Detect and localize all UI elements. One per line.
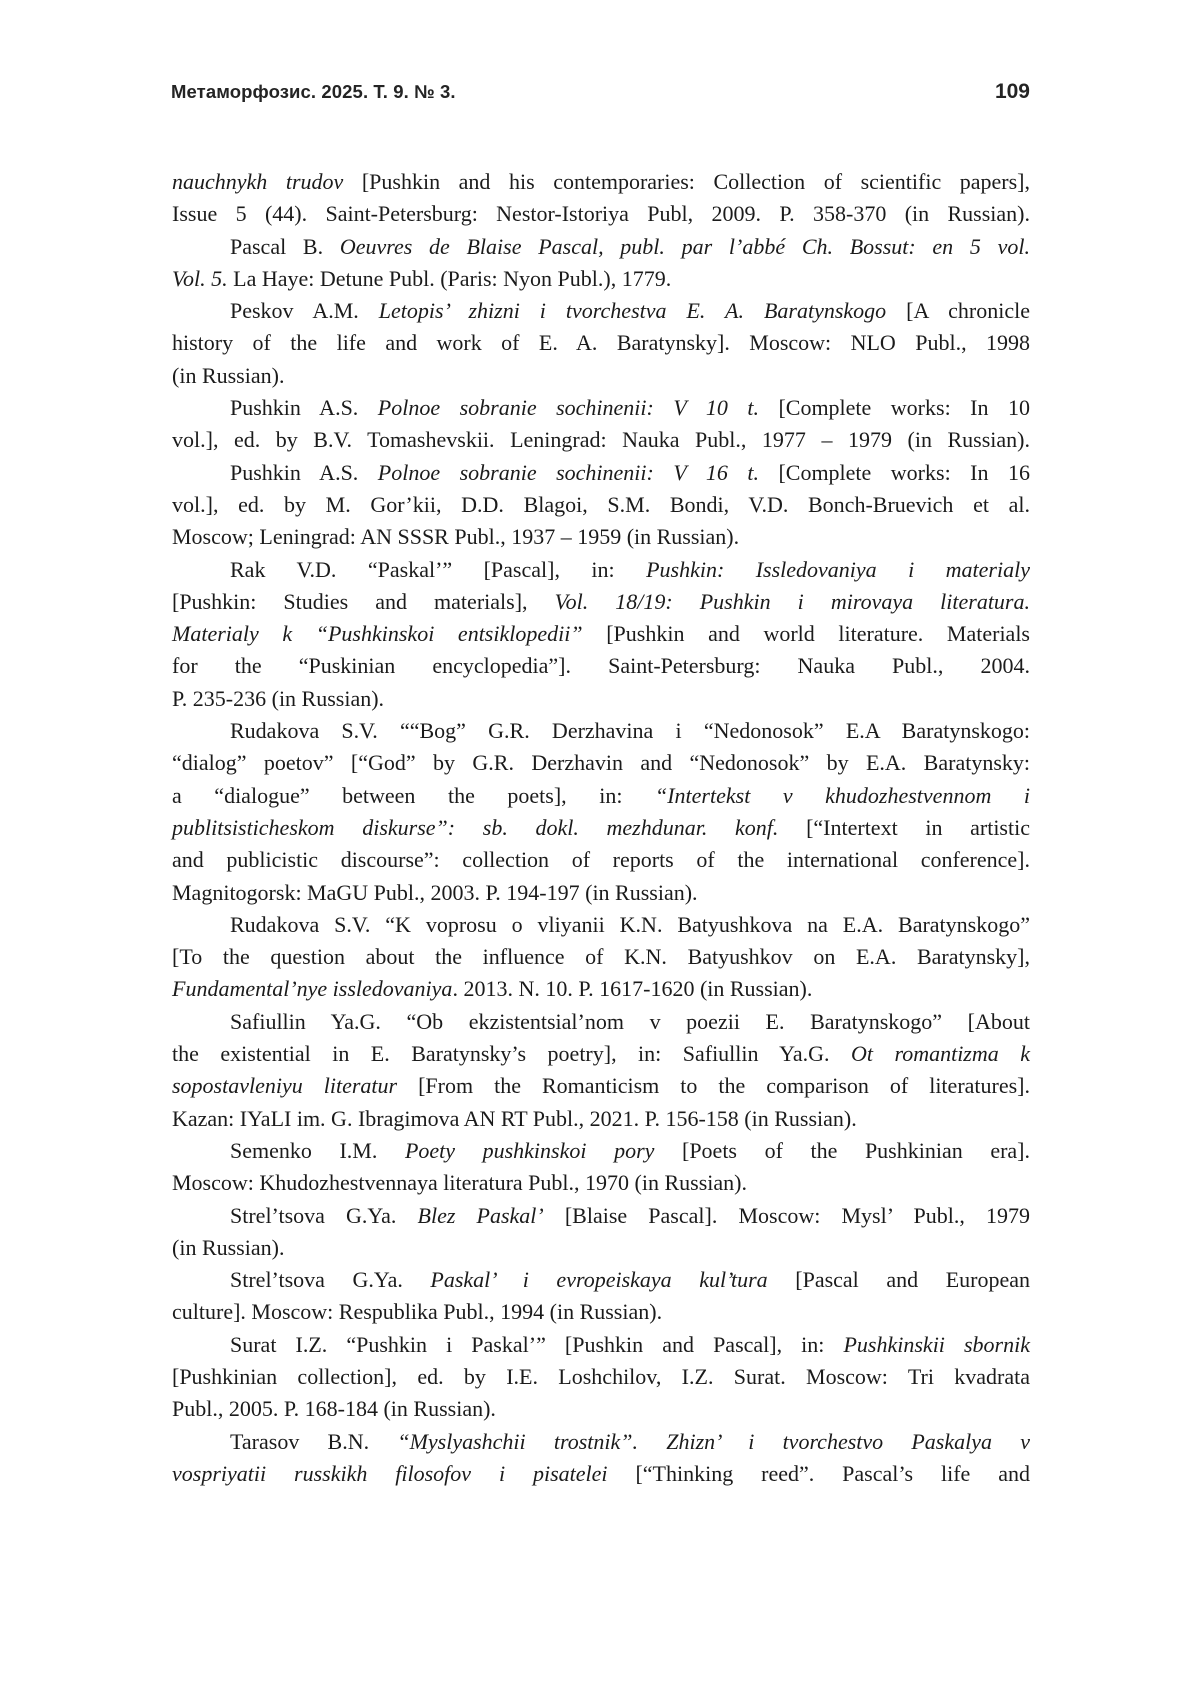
reference-text-run: and publicistic discourse”: collection of reports of the international conference]. [172, 847, 1030, 873]
reference-line [172, 231, 1030, 263]
reference-text-run: (in Russian). [172, 362, 285, 388]
reference-title-run: Pushkin: Issledovaniya i materialy [646, 556, 1030, 582]
reference-line [172, 683, 1030, 715]
reference-text-run: Moscow; Leningrad: AN SSSR Publ., 1937 – 1959 (in Russian). [172, 524, 740, 550]
reference-line [172, 844, 1030, 876]
reference-title-run: Vol. 18/19: Pushkin i mirovaya literatura. [554, 588, 1030, 614]
reference-text-run: [Pascal and European [767, 1267, 1030, 1293]
reference-title-run: nauchnykh trudov [172, 169, 344, 194]
reference-title-run: Materialy k “Pushkinskoi entsiklopedii” [172, 621, 583, 647]
reference-text-run: Moscow: Khudozhestvennaya literatura Publ., 1970 (in Russian). [172, 1170, 747, 1196]
reference-text-run: [Pushkin: Studies and materials], [172, 588, 555, 614]
reference-text-run: Rudakova S.V. “K voprosu o vliyanii K.N. Batyushkova na E.A. Baratynskogo” [230, 911, 1030, 937]
reference-entry [172, 392, 1030, 457]
reference-line [172, 1296, 1030, 1328]
reference-entry [172, 231, 1030, 296]
reference-text-run: Rudakova S.V. ““Bog” G.R. Derzhavina i “Nedonosok” E.A Baratynskogo: [230, 718, 1030, 744]
reference-title-run: “Intertekst v khudozhestvennom i [654, 782, 1030, 808]
reference-text-run: [Blaise Pascal]. Moscow: Mysl’ Publ., 1979 [543, 1202, 1030, 1228]
reference-text-run: [Pushkin and his contemporaries: Collection of scientific papers], [343, 169, 1031, 194]
reference-entry [172, 1329, 1030, 1426]
reference-title-run: Poety pushkinskoi pory [404, 1137, 655, 1163]
reference-line [172, 1038, 1030, 1070]
reference-text-run: a “dialogue” between the poets], in: [172, 782, 655, 808]
reference-line [172, 554, 1030, 586]
reference-entry [172, 1426, 1030, 1491]
reference-line [172, 1006, 1030, 1038]
reference-title-run: Polnoe sobranie sochinenii: V 10 t. [377, 395, 759, 421]
reference-line [172, 295, 1030, 327]
reference-text-run: [Complete works: In 16 [758, 459, 1030, 485]
reference-line [172, 263, 1030, 295]
reference-text-run: culture]. Moscow: Respublika Publ., 1994 (in Russian). [172, 1299, 663, 1325]
reference-line [172, 941, 1030, 973]
reference-entry [172, 166, 1030, 231]
reference-entry [172, 554, 1030, 715]
reference-text-run: Pascal B. [230, 233, 340, 259]
reference-text-run: vol.], ed. by B.V. Tomashevskii. Leningrad: Nauka Publ., 1977 – 1979 (in Russian). [172, 427, 1030, 453]
reference-text-run: Pushkin A.S. [230, 395, 378, 421]
reference-text-run: Strel’tsova G.Ya. [230, 1202, 418, 1228]
reference-text-run: “dialog” poetov” [“God” by G.R. Derzhavin and “Nedonosok” by E.A. Baratynsky: [172, 750, 1030, 776]
reference-text-run: [Complete works: In 10 [758, 395, 1030, 421]
reference-text-run: the existential in E. Baratynsky’s poetry], in: Safiullin Ya.G. [172, 1041, 851, 1067]
reference-title-run: Paskal’ i evropeiskaya kul’tura [430, 1267, 768, 1293]
reference-line [172, 1393, 1030, 1425]
reference-text-run: P. 235-236 (in Russian). [172, 685, 385, 711]
reference-text-run: [“Thinking reed”. Pascal’s life and [607, 1460, 1030, 1486]
reference-line [172, 392, 1030, 424]
reference-line [172, 424, 1030, 456]
reference-title-run: “Myslyashchii trostnik”. Zhizn’ i tvorchestvo Paskalya v [397, 1428, 1030, 1454]
journal-title: Метаморфозис. 2025. Т. 9. № 3. [171, 81, 456, 102]
reference-text-run: Magnitogorsk: MaGU Publ., 2003. P. 194-197 (in Russian). [172, 879, 698, 905]
reference-title-run: Fundamental’nye issledovaniya [172, 976, 453, 1002]
reference-text-run: Semenko I.M. [230, 1137, 405, 1163]
reference-entry [172, 1264, 1030, 1329]
reference-text-run: Kazan: IYaLI im. G. Ibragimova AN RT Publ., 2021. P. 156-158 (in Russian). [172, 1105, 857, 1131]
reference-entry [172, 1135, 1030, 1200]
reference-text-run: Pushkin A.S. [230, 459, 378, 485]
reference-title-run: Vol. 5. [172, 265, 228, 291]
reference-entry [172, 1006, 1030, 1135]
reference-text-run: [Poets of the Pushkinian era]. [654, 1137, 1031, 1163]
reference-text-run: vol.], ed. by M. Gor’kii, D.D. Blagoi, S.M. Bondi, V.D. Bonch-Bruevich et al. [172, 491, 1030, 517]
reference-line [172, 1232, 1030, 1264]
reference-title-run: Letopis’ zhizni i tvorchestva E. A. Baratynskogo [378, 298, 887, 324]
reference-text-run: [“Intertext in artistic [778, 814, 1030, 840]
reference-line [172, 521, 1030, 553]
reference-title-run: Ot romantizma k [850, 1041, 1030, 1067]
reference-line [172, 650, 1030, 682]
reference-text-run: Strel’tsova G.Ya. [230, 1267, 431, 1293]
reference-text-run: history of the life and work of E. A. Baratynsky]. Moscow: NLO Publ., 1998 [172, 330, 1030, 356]
reference-line [172, 909, 1030, 941]
references-list [172, 166, 1030, 1490]
reference-title-run: publitsisticheskom diskurse”: sb. dokl. mezhdunar. konf. [172, 814, 779, 840]
reference-entry [172, 457, 1030, 554]
reference-line [172, 1103, 1030, 1135]
reference-title-run: Blez Paskal’ [417, 1202, 544, 1228]
page-number: 109 [994, 80, 1030, 103]
reference-line [172, 198, 1030, 230]
reference-entry [172, 1200, 1030, 1265]
reference-line [172, 877, 1030, 909]
reference-line [172, 715, 1030, 747]
reference-line [172, 1264, 1030, 1296]
reference-line [172, 1361, 1030, 1393]
reference-title-run: Pushkinskii sbornik [843, 1331, 1030, 1357]
reference-text-run: Publ., 2005. P. 168-184 (in Russian). [172, 1396, 496, 1422]
reference-text-run: Surat I.Z. “Pushkin i Paskal’” [Pushkin and Pascal], in: [230, 1331, 844, 1357]
reference-line [172, 586, 1030, 618]
reference-line [172, 812, 1030, 844]
reference-entry [172, 295, 1030, 392]
reference-line [172, 1426, 1030, 1458]
reference-line [172, 747, 1030, 779]
reference-line [172, 1167, 1030, 1199]
reference-line [172, 1329, 1030, 1361]
reference-text-run: [Pushkin and world literature. Materials [582, 621, 1030, 647]
reference-title-run: vospriyatii russkikh filosofov i pisatelei [172, 1460, 608, 1486]
reference-text-run: (in Russian). [172, 1234, 285, 1260]
reference-title-run: sopostavleniyu literatur [172, 1073, 398, 1099]
reference-entry [172, 715, 1030, 909]
reference-line [172, 1458, 1030, 1490]
reference-text-run: [Pushkinian collection], ed. by I.E. Loshchilov, I.Z. Surat. Moscow: Tri kvadrata [172, 1363, 1030, 1389]
reference-line [172, 973, 1030, 1005]
reference-text-run: . 2013. N. 10. P. 1617-1620 (in Russian). [452, 976, 813, 1002]
reference-text-run: Peskov A.M. [230, 298, 379, 324]
reference-line [172, 1200, 1030, 1232]
reference-text-run: Tarasov B.N. [230, 1428, 398, 1454]
reference-text-run: Rak V.D. “Paskal’” [Pascal], in: [230, 556, 647, 582]
reference-text-run: Safiullin Ya.G. “Ob ekzistentsial’nom v poezii E. Baratynskogo” [About [230, 1008, 1030, 1034]
reference-line [172, 166, 1030, 198]
reference-text-run: La Haye: Detune Publ. (Paris: Nyon Publ.), 1779. [227, 265, 672, 291]
reference-entry [172, 909, 1030, 1006]
reference-line [172, 489, 1030, 521]
reference-line [172, 1070, 1030, 1102]
reference-line [172, 360, 1030, 392]
reference-text-run: for the “Puskinian encyclopedia”]. Saint-Petersburg: Nauka Publ., 2004. [172, 653, 1030, 679]
reference-line [172, 327, 1030, 359]
reference-title-run: Polnoe sobranie sochinenii: V 16 t. [377, 459, 759, 485]
reference-text-run: [From the Romanticism to the comparison of literatures]. [397, 1073, 1030, 1099]
reference-line [172, 1135, 1030, 1167]
reference-line [172, 618, 1030, 650]
reference-title-run: Oeuvres de Blaise Pascal, publ. par l’abbé Ch. Bossut: en 5 vol. [339, 233, 1030, 259]
reference-text-run: [A chronicle [886, 298, 1031, 324]
reference-text-run: Issue 5 (44). Saint-Petersburg: Nestor-Istoriya Publ, 2009. P. 358-370 (in Russian). [172, 201, 1030, 227]
reference-line [172, 780, 1030, 812]
reference-text-run: [To the question about the influence of K.N. Batyushkov on E.A. Baratynsky], [172, 944, 1030, 970]
reference-line [172, 457, 1030, 489]
running-head [171, 80, 1030, 104]
